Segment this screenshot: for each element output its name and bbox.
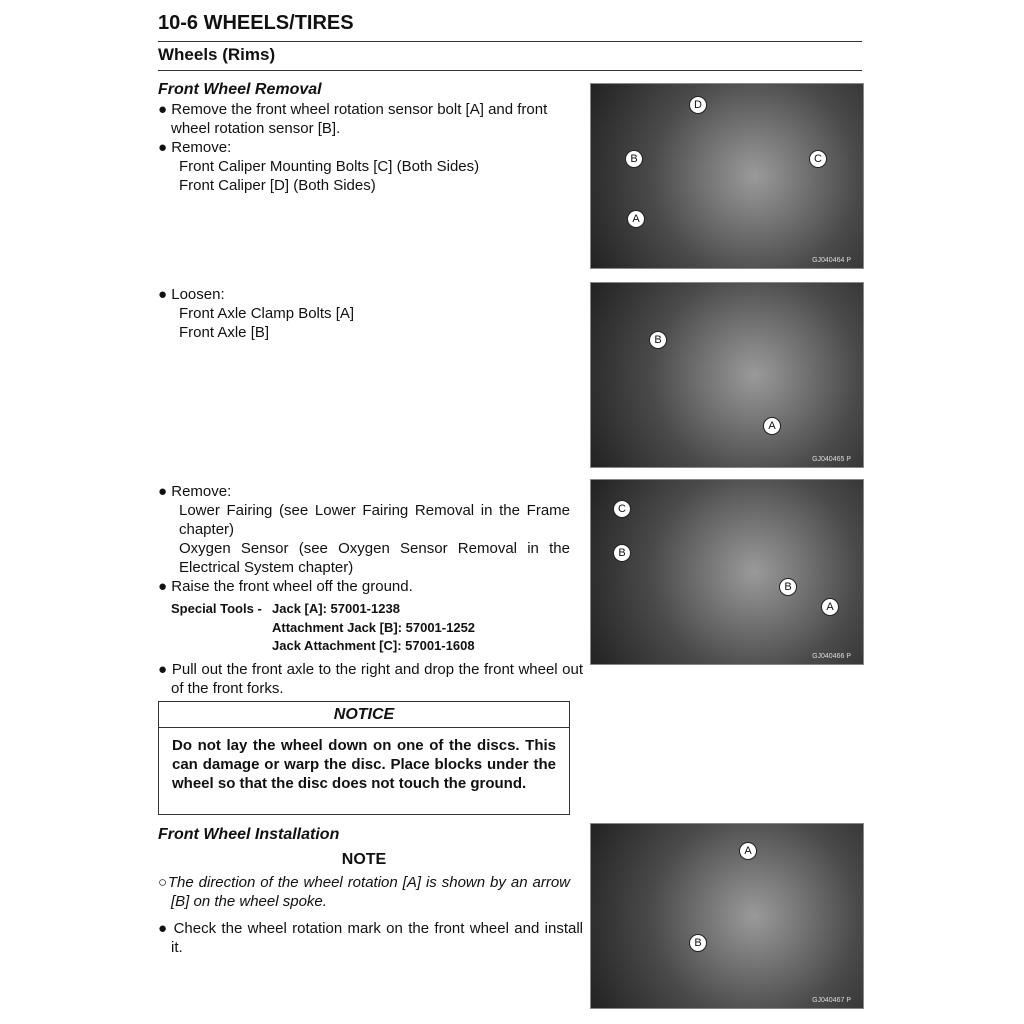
special-tools: Special Tools - Jack [A]: 57001-1238 Attachment Jack [B]: 57001-1252 Jack Attachment [C]: 57001-1608	[171, 601, 476, 653]
notice-title: NOTICE	[159, 702, 569, 728]
section-title: 10-6 WHEELS/TIRES	[158, 12, 354, 34]
step-item: Lower Fairing (see Lower Fairing Removal in the Frame chapter)	[179, 502, 570, 538]
step-item: Front Caliper [D] (Both Sides)	[179, 177, 376, 194]
step: ● Remove:	[158, 483, 232, 500]
step: ● Remove the front wheel rotation sensor bolt [A] and front wheel rotation sensor [B].	[158, 101, 548, 137]
subsection-title: Wheels (Rims)	[158, 45, 276, 64]
photo-caliper: D B C A GJ040464 P	[590, 83, 864, 269]
note-title: NOTE	[341, 851, 387, 868]
divider	[158, 41, 862, 42]
photo-axle: B A GJ040465 P	[590, 282, 864, 468]
notice-box	[158, 701, 570, 815]
step-item: Oxygen Sensor (see Oxygen Sensor Removal in the Electrical System chapter)	[179, 540, 570, 576]
step: ● Loosen:	[158, 286, 225, 303]
step-item: Front Axle Clamp Bolts [A]	[179, 305, 355, 322]
step: ● Remove:	[158, 139, 232, 156]
step: ● Raise the front wheel off the ground.	[158, 578, 413, 595]
installation-title: Front Wheel Installation	[158, 826, 340, 843]
photo-jack: C B B A GJ040466 P	[590, 479, 864, 665]
photo-wheel: A B GJ040467 P	[590, 823, 864, 1009]
notice-body: Do not lay the wheel down on one of the discs. This can damage or warp the disc. Place blocks under the wheel so that the disc does not touch the ground.	[172, 737, 556, 792]
divider	[158, 70, 862, 71]
note-text: ○The direction of the wheel rotation [A] is shown by an arrow [B] on the wheel spoke.	[158, 874, 570, 910]
step: ● Check the wheel rotation mark on the front wheel and install it.	[158, 920, 583, 956]
step: ● Pull out the front axle to the right and drop the front wheel out of the front forks.	[158, 661, 583, 697]
step-item: Front Caliper Mounting Bolts [C] (Both Sides)	[179, 158, 480, 175]
step-item: Front Axle [B]	[179, 324, 270, 341]
removal-title: Front Wheel Removal	[158, 81, 322, 98]
